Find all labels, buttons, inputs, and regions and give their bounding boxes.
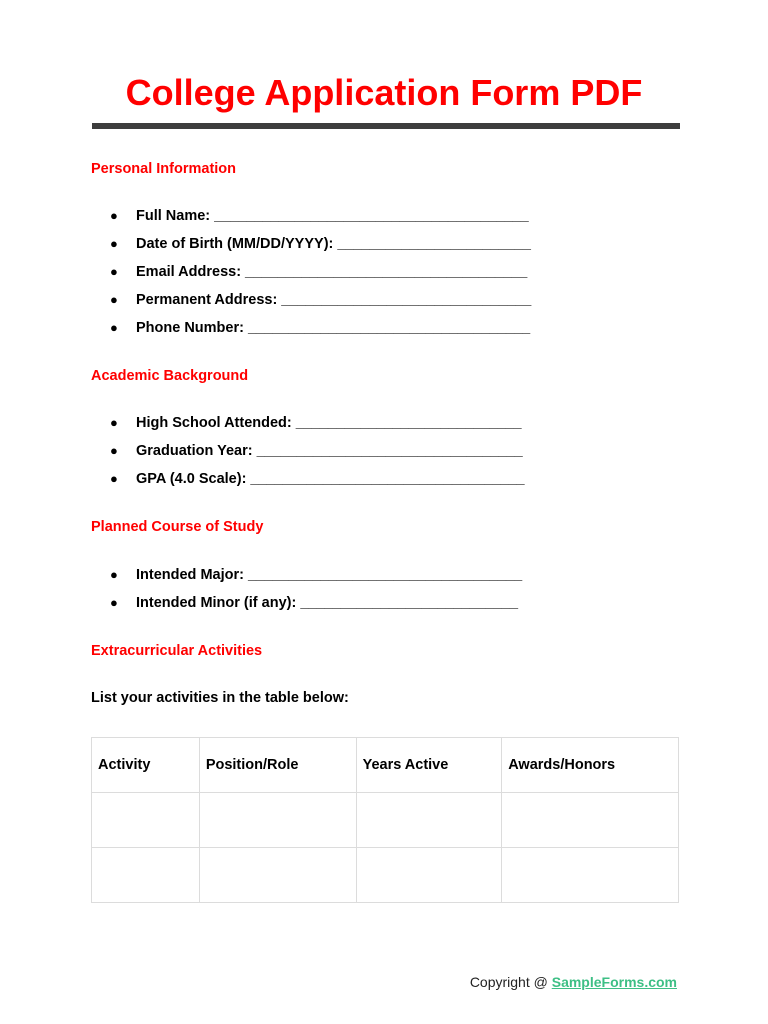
table-instructions: List your activities in the table below: xyxy=(91,690,349,706)
list-item[interactable] xyxy=(110,442,525,470)
list-item[interactable] xyxy=(110,594,522,622)
personal-field-list xyxy=(110,207,531,347)
section-heading-personal: Personal Information xyxy=(91,161,237,177)
table-cell[interactable] xyxy=(92,793,200,848)
bullet-icon: ● xyxy=(110,471,118,486)
column-header-awards-honors: Awards/Honors xyxy=(502,738,679,793)
copyright-footer xyxy=(470,973,677,991)
section-heading-extracurricular: Extracurricular Activities xyxy=(91,643,263,659)
table-cell[interactable] xyxy=(199,793,356,848)
column-header-position-role: Position/Role xyxy=(199,738,356,793)
full-name-field[interactable]: Full Name: _______________________________________ xyxy=(136,208,529,224)
permanent-address-field[interactable]: Permanent Address: _______________________________ xyxy=(136,292,532,308)
column-header-activity: Activity xyxy=(92,738,200,793)
date-of-birth-field[interactable]: Date of Birth (MM/DD/YYYY): ________________________ xyxy=(136,236,531,252)
table-cell[interactable] xyxy=(502,793,679,848)
table-cell[interactable] xyxy=(199,848,356,903)
list-item[interactable] xyxy=(110,470,525,498)
gpa-field[interactable]: GPA (4.0 Scale): __________________________________ xyxy=(136,471,525,487)
table-row xyxy=(92,848,679,903)
list-item[interactable] xyxy=(110,263,531,291)
bullet-icon: ● xyxy=(110,443,118,458)
sampleforms-link[interactable]: SampleForms.com xyxy=(551,974,677,990)
section-heading-course: Planned Course of Study xyxy=(91,519,264,535)
course-field-list xyxy=(110,566,522,622)
list-item[interactable] xyxy=(110,566,522,594)
page-title: College Application Form PDF xyxy=(125,72,643,113)
table-cell[interactable] xyxy=(92,848,200,903)
table-cell[interactable] xyxy=(356,848,502,903)
intended-major-field[interactable]: Intended Major: __________________________________ xyxy=(136,567,523,583)
activities-table xyxy=(91,737,679,903)
email-address-field[interactable]: Email Address: ___________________________________ xyxy=(136,264,528,280)
graduation-year-field[interactable]: Graduation Year: _________________________________ xyxy=(136,443,523,459)
bullet-icon: ● xyxy=(110,567,118,582)
list-item[interactable] xyxy=(110,207,531,235)
table-cell[interactable] xyxy=(502,848,679,903)
bullet-icon: ● xyxy=(110,320,118,335)
table-row xyxy=(92,793,679,848)
high-school-field[interactable]: High School Attended: ____________________________ xyxy=(136,415,522,431)
column-header-years-active: Years Active xyxy=(356,738,502,793)
bullet-icon: ● xyxy=(110,236,118,251)
list-item[interactable] xyxy=(110,414,525,442)
intended-minor-field[interactable]: Intended Minor (if any): ___________________________ xyxy=(136,595,519,611)
title-divider xyxy=(92,123,680,129)
bullet-icon: ● xyxy=(110,264,118,279)
bullet-icon: ● xyxy=(110,208,118,223)
phone-number-field[interactable]: Phone Number: ___________________________________ xyxy=(136,320,531,336)
academic-field-list xyxy=(110,414,525,498)
list-item[interactable] xyxy=(110,291,531,319)
bullet-icon: ● xyxy=(110,595,118,610)
copyright-text: Copyright @ xyxy=(469,974,552,990)
section-heading-academic: Academic Background xyxy=(91,368,249,384)
list-item[interactable] xyxy=(110,235,531,263)
list-item[interactable] xyxy=(110,319,531,347)
table-header-row xyxy=(92,738,679,793)
bullet-icon: ● xyxy=(110,292,118,307)
table-cell[interactable] xyxy=(356,793,502,848)
bullet-icon: ● xyxy=(110,415,118,430)
